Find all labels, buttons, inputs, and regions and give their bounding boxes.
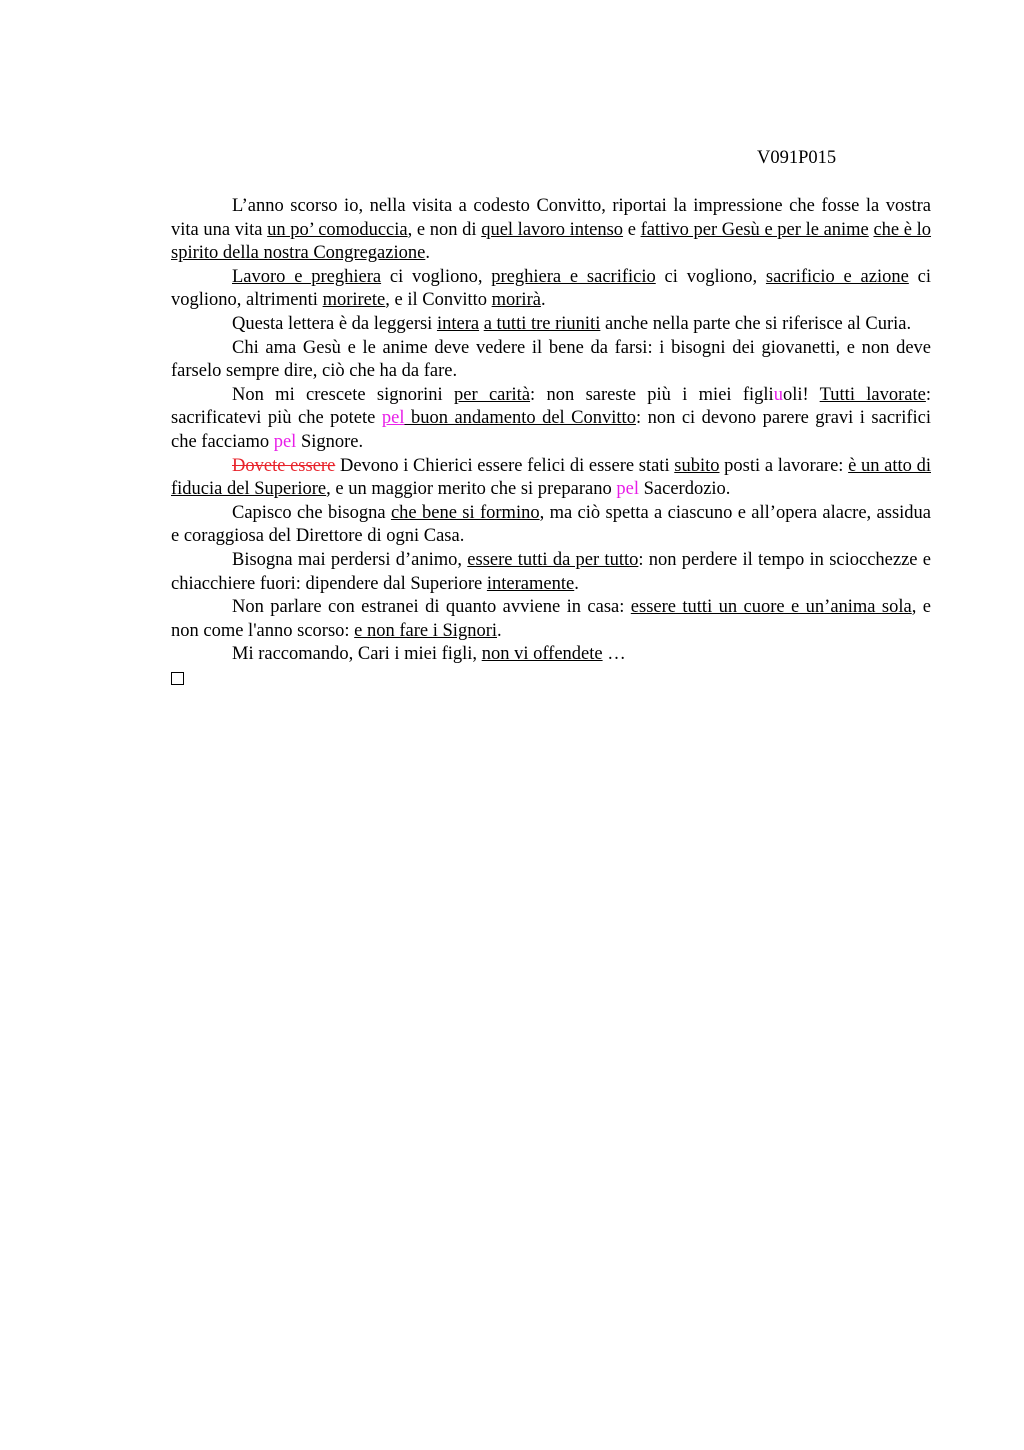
underlined-text: morirà [491,290,541,311]
text-run: . [574,573,579,594]
paragraph [171,455,931,502]
paragraph [171,266,931,313]
text-run: , e non di [407,219,482,240]
underlined-text: sacrificio e azione [765,266,909,287]
text-run: . [425,243,430,264]
text-run: Bisogna mai perdersi d’animo, [232,549,468,570]
paragraph [171,195,931,266]
text-run: : sacrificatevi più che potete [171,384,931,429]
paragraph [171,549,931,596]
paragraph [171,643,931,667]
text-run: Mi raccomando, Cari i miei figli, [232,644,482,665]
underlined-text: fattivo per Gesù e per le anime [640,219,869,240]
text-run: … [602,644,626,665]
inserted-text: pel [381,408,405,429]
page-ref: V091P015 [757,148,837,168]
text-run: ci vogliono, [655,266,766,287]
text-run: . [497,620,502,641]
underlined-text: a tutti tre riuniti [483,313,601,334]
underlined-text: interamente [486,573,575,594]
text-run: Sacerdozio. [639,479,731,500]
text-run: anche nella parte che si riferisce al Curia. [600,313,912,334]
text-run: : non ci devono parere gravi i sacrifici che facciamo [171,408,931,452]
text-run: Devono i Chierici essere felici di essere stati [335,455,675,476]
inserted-text: pel [273,431,297,452]
inserted-text: pel [616,479,639,500]
text-run: Questa lettera è da leggersi [232,313,437,334]
underlined-text: essere tutti un cuore e un’anima sola [630,597,912,618]
text-run: , e non come l'anno scorso: [171,597,931,641]
paragraph [171,313,931,337]
text-run: L’anno scorso io, nella visita a codesto Convitto, riportai la impressione che fosse la vostra vita una vita [171,196,931,240]
paragraph [171,337,931,384]
underlined-text: che bene si formino [390,502,540,523]
underlined-text: per carità [454,384,531,405]
text-run: : non perdere il tempo in sciocchezze e chiacchiere fuori: dipendere dal Superiore [171,549,931,594]
underlined-text: preghiera e sacrificio [491,266,656,287]
underlined-text: che è lo spirito della nostra Congregazione [171,219,932,264]
underlined-text: è un atto di fiducia del Superiore [171,455,931,500]
underlined-text: intera [436,313,480,334]
underlined-text: un po’ comoduccia [267,219,408,240]
letter-body [171,195,931,685]
underlined-text: e non fare i Signori [354,620,497,641]
text-run: Signore. [296,431,364,452]
paragraph [171,502,931,549]
paragraph [171,384,931,455]
text-run: , e un maggior merito che si preparano [326,479,617,500]
text-run: ci vogliono, [381,266,492,287]
text-run: : non sareste più i miei figli [530,384,774,405]
text-run: oli! [782,384,820,405]
inserted-text: u [773,384,783,405]
text-run: Capisco che bisogna [232,502,391,523]
text-run: Chi ama Gesù e le anime deve vedere il bene da farsi: i bisogni dei giovanetti, e non deve farselo sempre dire, ciò che ha da fare. [171,337,931,382]
text-run: Non mi crescete signorini [232,384,455,405]
deleted-text: Dovete essere [232,455,336,476]
underlined-text: non vi offendete [481,644,603,665]
underlined-text: subito [674,455,720,476]
text-run: , e il Convitto [385,290,492,311]
text-run: , ma ciò spetta a ciascuno e all’opera alacre, assidua e coraggiosa del Direttore di ogni Casa. [171,502,932,547]
underlined-text: buon andamento del Convitto [404,408,636,429]
underlined-text: essere tutti da per tutto [467,549,639,570]
text-run: posti a lavorare: [719,455,849,476]
underlined-text: quel lavoro intenso [481,219,624,240]
end-box-icon [171,672,184,685]
text-run: . [540,290,546,311]
text-run: e [623,219,641,240]
underlined-text: Lavoro e preghiera [232,266,382,287]
underlined-text: morirete [322,290,386,311]
text-run: ci vogliono, altrimenti [171,266,931,311]
underlined-text: Tutti lavorate [819,384,926,405]
paragraph [171,596,931,643]
text-run: Non parlare con estranei di quanto avviene in casa: [232,597,631,618]
